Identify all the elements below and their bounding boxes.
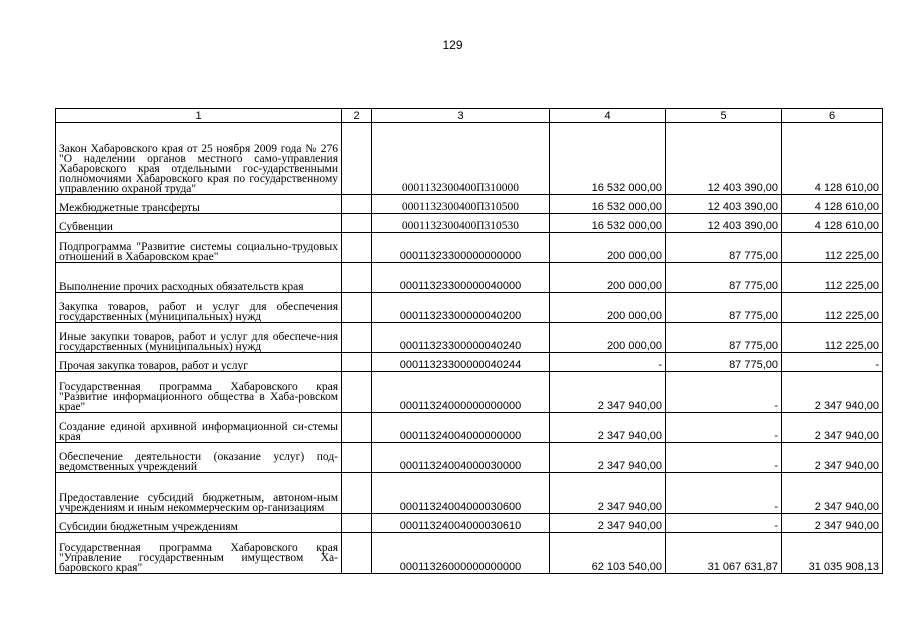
row-name: Предоставление субсидий бюджетным, автоном-ным учреждениям и иным некоммерческим ор-ганизациям bbox=[56, 473, 342, 514]
table-row bbox=[56, 353, 883, 372]
row-value-5: 87 775,00 bbox=[666, 353, 782, 372]
row-name: Выполнение прочих расходных обязательств края bbox=[56, 263, 342, 293]
row-value-4: 200 000,00 bbox=[550, 293, 666, 323]
row-value-6: 31 035 908,13 bbox=[782, 533, 883, 574]
row-name: Государственная программа Хабаровского края "Развитие информационного общества в Хаба-ровском крае" bbox=[56, 372, 342, 413]
row-value-4: 200 000,00 bbox=[550, 263, 666, 293]
row-name: Закупка товаров, работ и услуг для обеспечения государственных (муниципальных) нужд bbox=[56, 293, 342, 323]
row-code: 0001132300400П310000 bbox=[372, 123, 550, 195]
header-col-5: 5 bbox=[666, 109, 782, 123]
table-header-row bbox=[56, 109, 883, 123]
row-value-5: 12 403 390,00 bbox=[666, 195, 782, 214]
row-value-4: 2 347 940,00 bbox=[550, 372, 666, 413]
row-code: 00011323300000040200 bbox=[372, 293, 550, 323]
row-col2 bbox=[342, 214, 372, 233]
row-value-6: 112 225,00 bbox=[782, 323, 883, 353]
row-code: 00011323300000040240 bbox=[372, 323, 550, 353]
row-name: Обеспечение деятельности (оказание услуг) под-ведомственных учреждений bbox=[56, 443, 342, 473]
row-value-5: 87 775,00 bbox=[666, 263, 782, 293]
row-value-5: 87 775,00 bbox=[666, 323, 782, 353]
row-code: 0001132300400П310530 bbox=[372, 214, 550, 233]
table-row bbox=[56, 293, 883, 323]
row-value-6: - bbox=[782, 353, 883, 372]
row-code: 00011326000000000000 bbox=[372, 533, 550, 574]
row-value-4: 16 532 000,00 bbox=[550, 123, 666, 195]
row-value-4: 200 000,00 bbox=[550, 323, 666, 353]
row-value-6: 2 347 940,00 bbox=[782, 473, 883, 514]
budget-table bbox=[55, 108, 883, 574]
row-col2 bbox=[342, 353, 372, 372]
row-value-6: 2 347 940,00 bbox=[782, 413, 883, 443]
row-value-4: 62 103 540,00 bbox=[550, 533, 666, 574]
row-value-5: 31 067 631,87 bbox=[666, 533, 782, 574]
row-value-4: 200 000,00 bbox=[550, 233, 666, 263]
row-col2 bbox=[342, 233, 372, 263]
row-name: Прочая закупка товаров, работ и услуг bbox=[56, 353, 342, 372]
row-value-5: 12 403 390,00 bbox=[666, 214, 782, 233]
row-value-5: - bbox=[666, 443, 782, 473]
row-value-5: 87 775,00 bbox=[666, 233, 782, 263]
row-value-5: - bbox=[666, 514, 782, 533]
table-row bbox=[56, 533, 883, 574]
table-row bbox=[56, 233, 883, 263]
row-col2 bbox=[342, 514, 372, 533]
row-code: 00011324004000030000 bbox=[372, 443, 550, 473]
row-value-5: - bbox=[666, 413, 782, 443]
row-value-4: 2 347 940,00 bbox=[550, 514, 666, 533]
row-col2 bbox=[342, 372, 372, 413]
row-value-5: 87 775,00 bbox=[666, 293, 782, 323]
row-value-6: 112 225,00 bbox=[782, 263, 883, 293]
row-col2 bbox=[342, 323, 372, 353]
row-value-6: 4 128 610,00 bbox=[782, 195, 883, 214]
row-value-5: - bbox=[666, 372, 782, 413]
row-value-6: 4 128 610,00 bbox=[782, 214, 883, 233]
row-col2 bbox=[342, 293, 372, 323]
row-code: 00011324004000030600 bbox=[372, 473, 550, 514]
row-col2 bbox=[342, 443, 372, 473]
row-code: 00011323300000040244 bbox=[372, 353, 550, 372]
row-col2 bbox=[342, 473, 372, 514]
table-row bbox=[56, 473, 883, 514]
row-value-4: 16 532 000,00 bbox=[550, 214, 666, 233]
row-value-6: 4 128 610,00 bbox=[782, 123, 883, 195]
row-value-6: 2 347 940,00 bbox=[782, 443, 883, 473]
row-code: 00011324004000000000 bbox=[372, 413, 550, 443]
page-number: 129 bbox=[442, 38, 463, 52]
row-name: Иные закупки товаров, работ и услуг для обеспече-ния государственных (муниципальных) нужд bbox=[56, 323, 342, 353]
row-name: Создание единой архивной информационной си-стемы края bbox=[56, 413, 342, 443]
table-row bbox=[56, 514, 883, 533]
row-value-4: 16 532 000,00 bbox=[550, 195, 666, 214]
row-name: Подпрограмма "Развитие системы социально-трудовых отношений в Хабаровском крае" bbox=[56, 233, 342, 263]
row-name: Субвенции bbox=[56, 214, 342, 233]
row-value-5: - bbox=[666, 473, 782, 514]
row-code: 00011324000000000000 bbox=[372, 372, 550, 413]
row-name: Государственная программа Хабаровского края "Управление государственным имуществом Ха-баровского края" bbox=[56, 533, 342, 574]
row-value-4: - bbox=[550, 353, 666, 372]
row-value-6: 2 347 940,00 bbox=[782, 372, 883, 413]
table-row bbox=[56, 123, 883, 195]
header-col-3: 3 bbox=[372, 109, 550, 123]
table-row bbox=[56, 214, 883, 233]
row-code: 00011324004000030610 bbox=[372, 514, 550, 533]
row-value-5: 12 403 390,00 bbox=[666, 123, 782, 195]
row-code: 00011323300000040000 bbox=[372, 263, 550, 293]
header-col-6: 6 bbox=[782, 109, 883, 123]
row-value-4: 2 347 940,00 bbox=[550, 473, 666, 514]
header-col-1: 1 bbox=[56, 109, 342, 123]
row-value-6: 2 347 940,00 bbox=[782, 514, 883, 533]
header-col-4: 4 bbox=[550, 109, 666, 123]
row-code: 0001132300400П310500 bbox=[372, 195, 550, 214]
row-col2 bbox=[342, 195, 372, 214]
table-row bbox=[56, 413, 883, 443]
row-col2 bbox=[342, 533, 372, 574]
table-row bbox=[56, 263, 883, 293]
table-row bbox=[56, 443, 883, 473]
row-col2 bbox=[342, 123, 372, 195]
row-value-6: 112 225,00 bbox=[782, 233, 883, 263]
row-value-4: 2 347 940,00 bbox=[550, 413, 666, 443]
header-col-2: 2 bbox=[342, 109, 372, 123]
table-row bbox=[56, 323, 883, 353]
table-row bbox=[56, 195, 883, 214]
row-value-6: 112 225,00 bbox=[782, 293, 883, 323]
row-col2 bbox=[342, 413, 372, 443]
row-value-4: 2 347 940,00 bbox=[550, 443, 666, 473]
table-row bbox=[56, 372, 883, 413]
row-name: Закон Хабаровского края от 25 ноября 2009 года № 276 "О наделении органов местного само-управления Хабаровского края отдельными гос-ударственными полномочиями Хабаровского края по государственному управлению охраной труда" bbox=[56, 123, 342, 195]
row-name: Субсидии бюджетным учреждениям bbox=[56, 514, 342, 533]
row-code: 00011323300000000000 bbox=[372, 233, 550, 263]
row-col2 bbox=[342, 263, 372, 293]
row-name: Межбюджетные трансферты bbox=[56, 195, 342, 214]
